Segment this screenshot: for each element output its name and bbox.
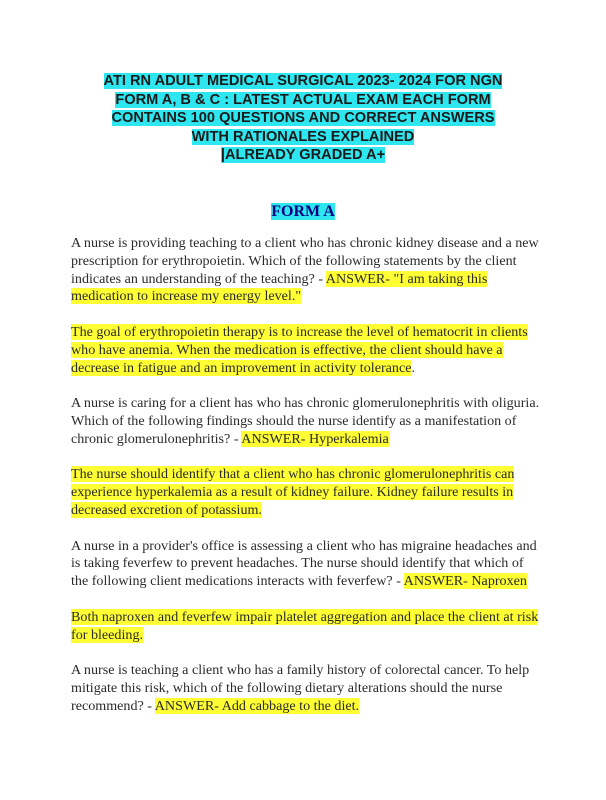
question-paragraph <box>71 395 541 448</box>
question-text: A nurse is providing teaching to a client who has chronic kidney disease and a new prescription for erythropoietin. Which of the following statements by the client indicates an understanding of the teaching? - <box>71 235 539 287</box>
rationale-paragraph <box>71 324 541 377</box>
answer-text: ANSWER- "I am taking this medication to increase my energy level." <box>71 270 488 305</box>
answer-text: ANSWER- Naproxen <box>403 573 527 590</box>
answer-text: ANSWER- Hyperkalemia <box>241 430 389 447</box>
section-heading: FORM A <box>271 203 335 220</box>
rationale-tail: . <box>411 359 415 376</box>
question-paragraph <box>71 538 541 591</box>
question-paragraph <box>71 235 541 306</box>
question-text: A nurse in a provider's office is assessing a client who has migraine headaches and is taking feverfew to prevent headaches. The nurse should identify that which of the following client medications interacts with feverfew? - <box>71 537 537 590</box>
title-line: WITH RATIONALES EXPLAINED <box>191 128 415 145</box>
document-body <box>71 235 541 733</box>
rationale-text: The goal of erythropoietin therapy is to increase the level of hematocrit in clients who have anemia. When the medication is effective, the client should have a decrease in fatigue and an improvement in activity tolerance <box>71 323 528 376</box>
rationale-paragraph <box>71 609 541 645</box>
document-title <box>60 72 546 165</box>
question-text: A nurse is caring for a client has who has chronic glomerulonephritis with oliguria. Which of the following findings should the nurse identify as a manifestation of chronic glomerulonephritis? - <box>71 395 540 447</box>
rationale-paragraph <box>71 466 541 519</box>
title-line: ATI RN ADULT MEDICAL SURGICAL 2023- 2024 FOR NGN <box>103 73 503 89</box>
rationale-text: The nurse should identify that a client who has chronic glomerulonephritis can experience hyperkalemia as a result of kidney failure. Kidney failure results in decreased excretion of potassium. <box>71 466 515 518</box>
question-paragraph <box>71 662 541 715</box>
title-line: |ALREADY GRADED A+ <box>220 147 386 164</box>
answer-text: ANSWER- Add cabbage to the diet. <box>154 697 360 714</box>
question-text: A nurse is teaching a client who has a family history of colorectal cancer. To help mitigate this risk, which of the following dietary alterations should the nurse recommend? - <box>71 662 530 714</box>
rationale-text: Both naproxen and feverfew impair platelet aggregation and place the client at risk for bleeding. <box>71 608 539 643</box>
title-line: CONTAINS 100 QUESTIONS AND CORRECT ANSWERS <box>111 110 495 127</box>
title-line: FORM A, B & C : LATEST ACTUAL EXAM EACH FORM <box>115 91 491 108</box>
